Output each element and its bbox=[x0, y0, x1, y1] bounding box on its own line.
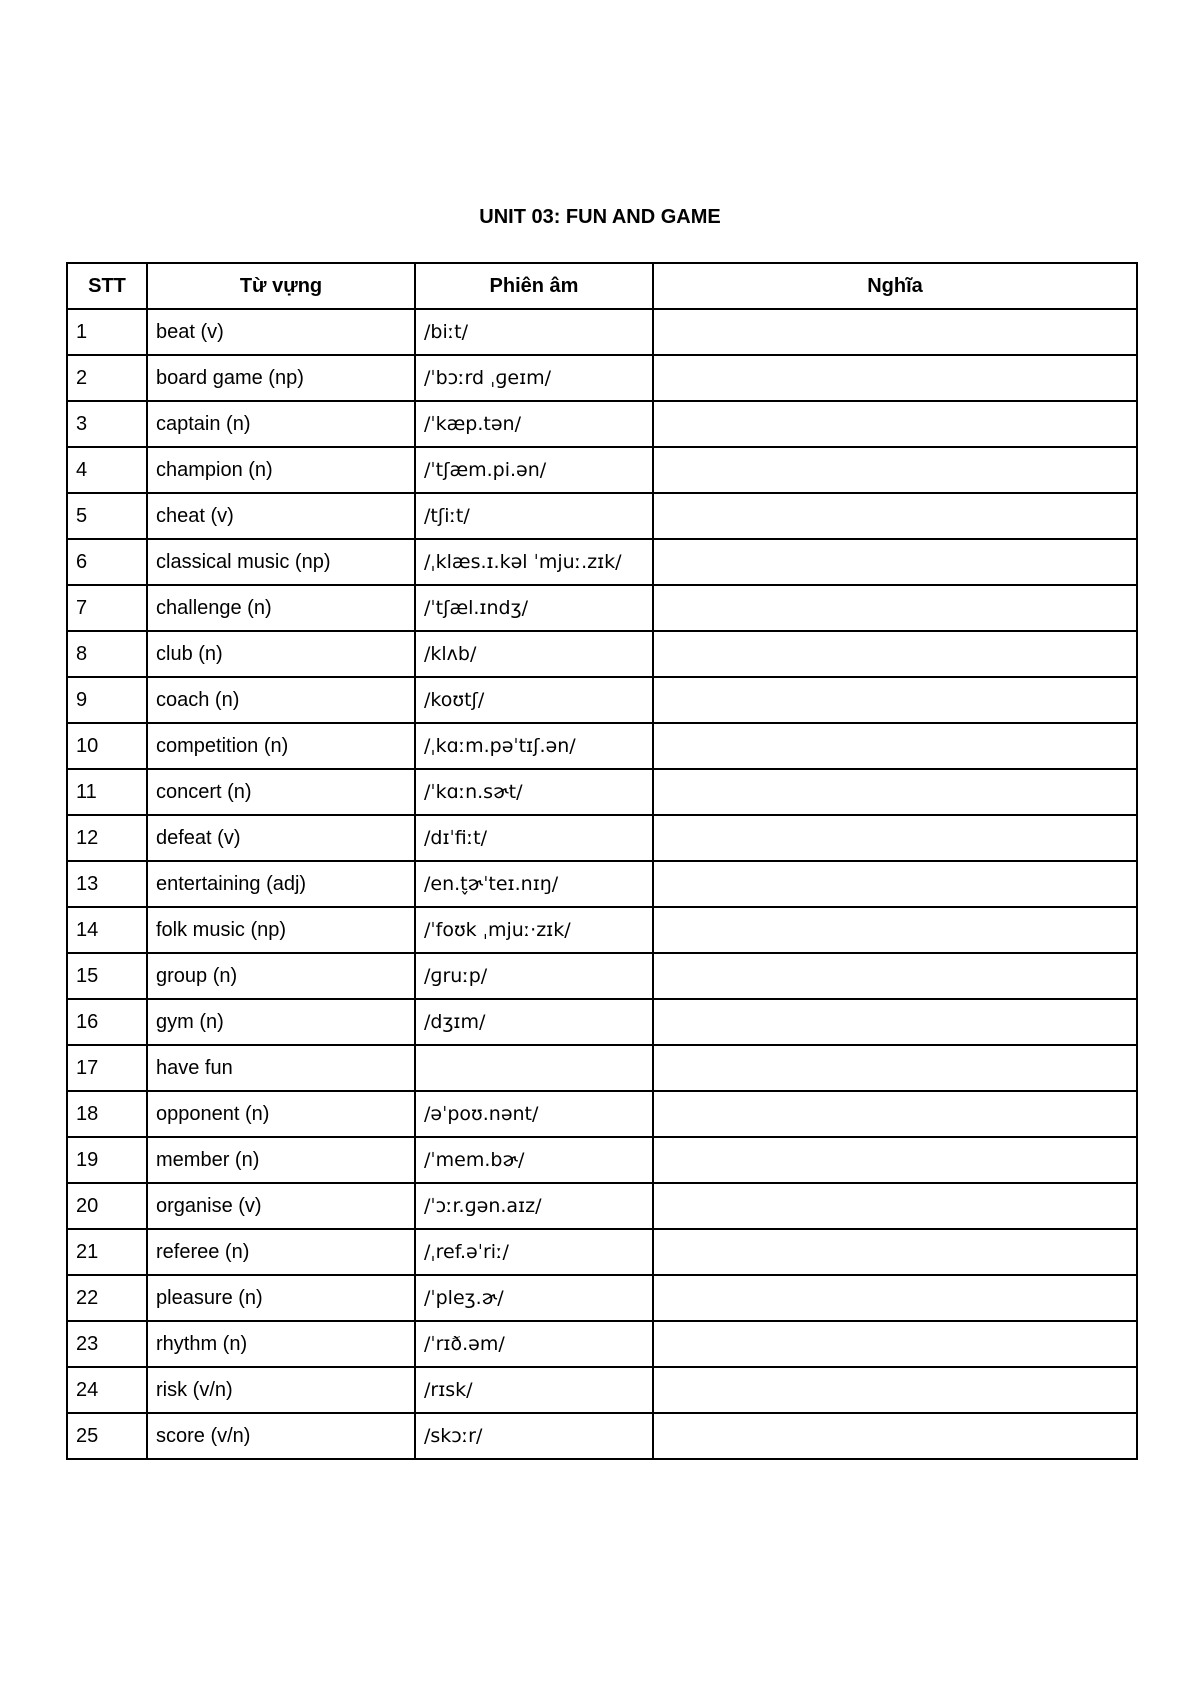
vocab-word: opponent (n) bbox=[147, 1091, 415, 1137]
row-number: 23 bbox=[67, 1321, 147, 1367]
vocab-word: board game (np) bbox=[147, 355, 415, 401]
pronunciation: /ˌkɑːm.pəˈtɪʃ.ən/ bbox=[415, 723, 653, 769]
table-row bbox=[67, 631, 1137, 677]
meaning-cell[interactable] bbox=[653, 769, 1137, 815]
row-number: 22 bbox=[67, 1275, 147, 1321]
table-body bbox=[67, 309, 1137, 1459]
vocab-word: rhythm (n) bbox=[147, 1321, 415, 1367]
page-title: UNIT 03: FUN AND GAME bbox=[479, 206, 721, 228]
vocab-word: competition (n) bbox=[147, 723, 415, 769]
table-row bbox=[67, 447, 1137, 493]
pronunciation: /koʊtʃ/ bbox=[415, 677, 653, 723]
row-number: 4 bbox=[67, 447, 147, 493]
pronunciation: /ˈɔːr.ɡən.aɪz/ bbox=[415, 1183, 653, 1229]
table-row bbox=[67, 1413, 1137, 1459]
vocab-word: club (n) bbox=[147, 631, 415, 677]
table-row bbox=[67, 953, 1137, 999]
table-row bbox=[67, 815, 1137, 861]
meaning-cell[interactable] bbox=[653, 723, 1137, 769]
vocab-word: defeat (v) bbox=[147, 815, 415, 861]
meaning-cell[interactable] bbox=[653, 1275, 1137, 1321]
pronunciation: /dʒɪm/ bbox=[415, 999, 653, 1045]
vocab-word: coach (n) bbox=[147, 677, 415, 723]
row-number: 21 bbox=[67, 1229, 147, 1275]
row-number: 11 bbox=[67, 769, 147, 815]
table-row bbox=[67, 585, 1137, 631]
meaning-cell[interactable] bbox=[653, 1229, 1137, 1275]
table-row bbox=[67, 1229, 1137, 1275]
table-row bbox=[67, 539, 1137, 585]
vocab-word: entertaining (adj) bbox=[147, 861, 415, 907]
vocab-word: cheat (v) bbox=[147, 493, 415, 539]
row-number: 6 bbox=[67, 539, 147, 585]
pronunciation bbox=[415, 1045, 653, 1091]
vocab-word: challenge (n) bbox=[147, 585, 415, 631]
vocab-word: beat (v) bbox=[147, 309, 415, 355]
meaning-cell[interactable] bbox=[653, 401, 1137, 447]
row-number: 15 bbox=[67, 953, 147, 999]
meaning-cell[interactable] bbox=[653, 815, 1137, 861]
meaning-cell[interactable] bbox=[653, 447, 1137, 493]
pronunciation: /ˈkɑːn.sɚt/ bbox=[415, 769, 653, 815]
vocab-word: concert (n) bbox=[147, 769, 415, 815]
pronunciation: /ˈbɔːrd ˌɡeɪm/ bbox=[415, 355, 653, 401]
meaning-cell[interactable] bbox=[653, 861, 1137, 907]
vocab-word: referee (n) bbox=[147, 1229, 415, 1275]
table-row bbox=[67, 401, 1137, 447]
row-number: 17 bbox=[67, 1045, 147, 1091]
meaning-cell[interactable] bbox=[653, 999, 1137, 1045]
table-row bbox=[67, 309, 1137, 355]
table-row bbox=[67, 355, 1137, 401]
row-number: 18 bbox=[67, 1091, 147, 1137]
meaning-cell[interactable] bbox=[653, 1045, 1137, 1091]
vocab-word: classical music (np) bbox=[147, 539, 415, 585]
pronunciation: /ˈfoʊk ˌmjuː·zɪk/ bbox=[415, 907, 653, 953]
meaning-cell[interactable] bbox=[653, 1091, 1137, 1137]
meaning-cell[interactable] bbox=[653, 1137, 1137, 1183]
table-row bbox=[67, 1137, 1137, 1183]
meaning-cell[interactable] bbox=[653, 355, 1137, 401]
table-header-row bbox=[67, 263, 1137, 309]
meaning-cell[interactable] bbox=[653, 1367, 1137, 1413]
header-meaning: Nghĩa bbox=[653, 263, 1137, 309]
meaning-cell[interactable] bbox=[653, 907, 1137, 953]
vocab-word: organise (v) bbox=[147, 1183, 415, 1229]
meaning-cell[interactable] bbox=[653, 493, 1137, 539]
pronunciation: /ˈtʃæl.ɪndʒ/ bbox=[415, 585, 653, 631]
table-row bbox=[67, 723, 1137, 769]
table-row bbox=[67, 999, 1137, 1045]
pronunciation: /dɪˈfiːt/ bbox=[415, 815, 653, 861]
row-number: 25 bbox=[67, 1413, 147, 1459]
row-number: 16 bbox=[67, 999, 147, 1045]
row-number: 24 bbox=[67, 1367, 147, 1413]
header-ipa: Phiên âm bbox=[415, 263, 653, 309]
vocab-word: champion (n) bbox=[147, 447, 415, 493]
pronunciation: /ˈmem.bɚ/ bbox=[415, 1137, 653, 1183]
vocab-word: gym (n) bbox=[147, 999, 415, 1045]
table-row bbox=[67, 1045, 1137, 1091]
table-row bbox=[67, 1321, 1137, 1367]
vocab-word: have fun bbox=[147, 1045, 415, 1091]
pronunciation: /rɪsk/ bbox=[415, 1367, 653, 1413]
pronunciation: /biːt/ bbox=[415, 309, 653, 355]
vocab-word: captain (n) bbox=[147, 401, 415, 447]
vocab-word: score (v/n) bbox=[147, 1413, 415, 1459]
pronunciation: /ˌklæs.ɪ.kəl ˈmjuː.zɪk/ bbox=[415, 539, 653, 585]
vocab-word: group (n) bbox=[147, 953, 415, 999]
pronunciation: /əˈpoʊ.nənt/ bbox=[415, 1091, 653, 1137]
meaning-cell[interactable] bbox=[653, 1183, 1137, 1229]
vocabulary-table bbox=[66, 262, 1138, 1460]
row-number: 14 bbox=[67, 907, 147, 953]
meaning-cell[interactable] bbox=[653, 631, 1137, 677]
pronunciation: /ˈpleʒ.ɚ/ bbox=[415, 1275, 653, 1321]
vocab-word: pleasure (n) bbox=[147, 1275, 415, 1321]
table-row bbox=[67, 677, 1137, 723]
table-row bbox=[67, 861, 1137, 907]
row-number: 20 bbox=[67, 1183, 147, 1229]
vocab-word: folk music (np) bbox=[147, 907, 415, 953]
row-number: 10 bbox=[67, 723, 147, 769]
header-word: Từ vựng bbox=[147, 263, 415, 309]
table-row bbox=[67, 769, 1137, 815]
pronunciation: /ɡruːp/ bbox=[415, 953, 653, 999]
pronunciation: /en.t̬ɚˈteɪ.nɪŋ/ bbox=[415, 861, 653, 907]
row-number: 2 bbox=[67, 355, 147, 401]
vocab-word: risk (v/n) bbox=[147, 1367, 415, 1413]
row-number: 3 bbox=[67, 401, 147, 447]
vocab-word: member (n) bbox=[147, 1137, 415, 1183]
pronunciation: /ˈrɪð.əm/ bbox=[415, 1321, 653, 1367]
meaning-cell[interactable] bbox=[653, 585, 1137, 631]
row-number: 5 bbox=[67, 493, 147, 539]
pronunciation: /ˈkæp.tən/ bbox=[415, 401, 653, 447]
pronunciation: /tʃiːt/ bbox=[415, 493, 653, 539]
row-number: 7 bbox=[67, 585, 147, 631]
meaning-cell[interactable] bbox=[653, 677, 1137, 723]
meaning-cell[interactable] bbox=[653, 1321, 1137, 1367]
header-stt: STT bbox=[67, 263, 147, 309]
pronunciation: /skɔːr/ bbox=[415, 1413, 653, 1459]
table-row bbox=[67, 493, 1137, 539]
table-row bbox=[67, 1183, 1137, 1229]
pronunciation: /ˌref.əˈriː/ bbox=[415, 1229, 653, 1275]
row-number: 13 bbox=[67, 861, 147, 907]
row-number: 1 bbox=[67, 309, 147, 355]
table-row bbox=[67, 1275, 1137, 1321]
meaning-cell[interactable] bbox=[653, 309, 1137, 355]
row-number: 12 bbox=[67, 815, 147, 861]
table-row bbox=[67, 907, 1137, 953]
row-number: 19 bbox=[67, 1137, 147, 1183]
pronunciation: /ˈtʃæm.pi.ən/ bbox=[415, 447, 653, 493]
table-row bbox=[67, 1091, 1137, 1137]
meaning-cell[interactable] bbox=[653, 539, 1137, 585]
meaning-cell[interactable] bbox=[653, 1413, 1137, 1459]
table-row bbox=[67, 1367, 1137, 1413]
row-number: 9 bbox=[67, 677, 147, 723]
row-number: 8 bbox=[67, 631, 147, 677]
pronunciation: /klʌb/ bbox=[415, 631, 653, 677]
meaning-cell[interactable] bbox=[653, 953, 1137, 999]
